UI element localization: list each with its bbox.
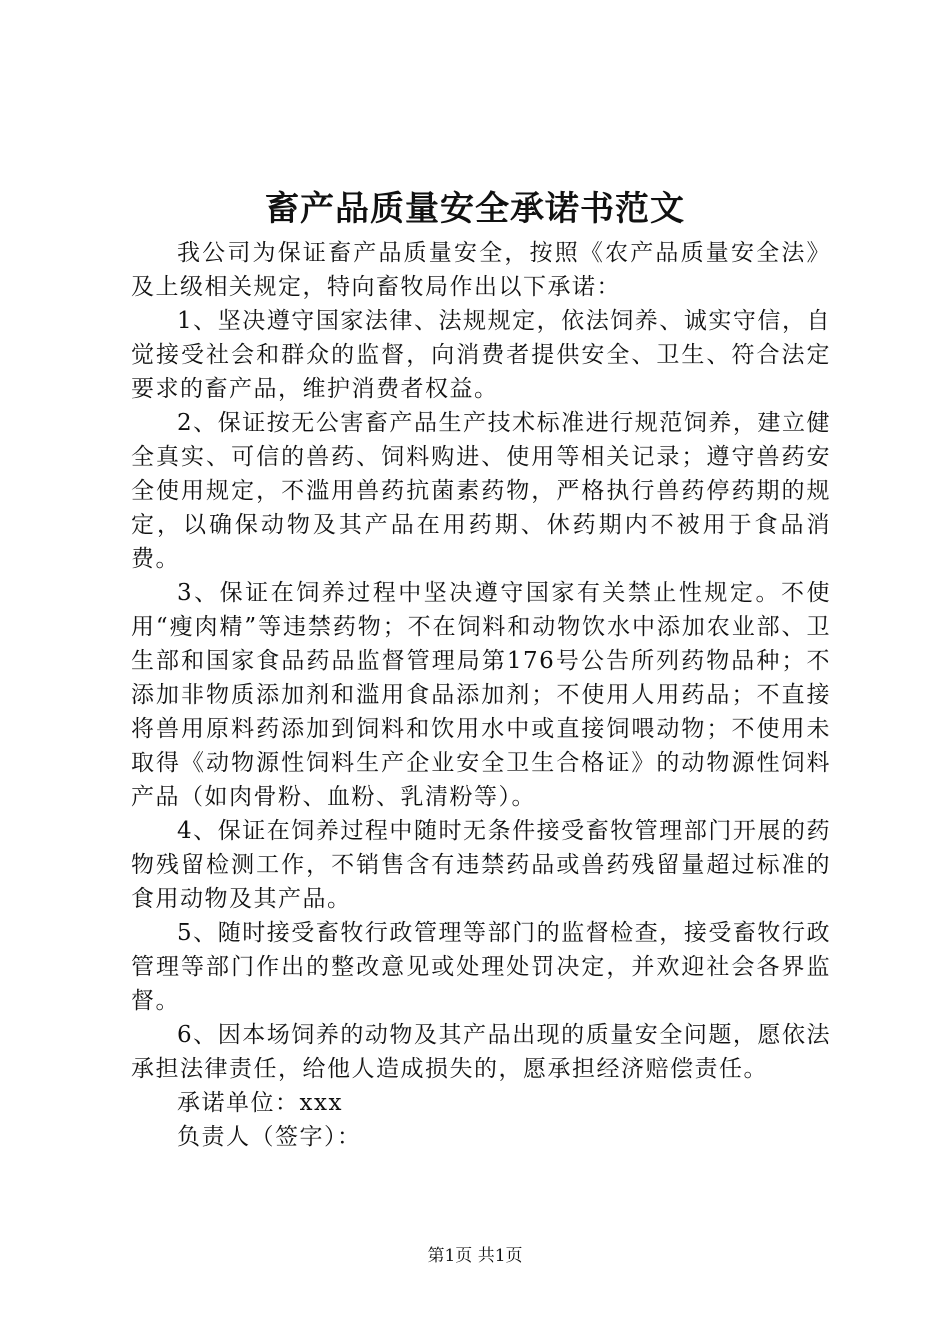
- commitment-paragraph-3: 3、保证在饲养过程中坚决遵守国家有关禁止性规定。不使用“瘦肉精”等违禁药物；不在饲料和动物饮水中添加农业部、卫生部和国家食品药品监督管理局第176号公告所列药物品种；不添加非物质添加剂和滥用食品添加剂；不使用人用药品；不直接将兽用原料药添加到饲料和饮用水中或直接饲喂动物；不使用未取得《动物源性饲料生产企业安全卫生合格证》的动物源性饲料产品（如肉骨粉、血粉、乳清粉等）。: [131, 580, 831, 810]
- commitment-paragraph-4: 4、保证在饲养过程中随时无条件接受畜牧管理部门开展的药物残留检测工作，不销售含有违禁药品或兽药残留量超过标准的食用动物及其产品。: [131, 818, 831, 912]
- document-body: [131, 236, 831, 1154]
- commitment-paragraph-1: 1、坚决遵守国家法律、法规规定，依法饲养、诚实守信，自觉接受社会和群众的监督，向消费者提供安全、卫生、符合法定要求的畜产品，维护消费者权益。: [131, 308, 831, 402]
- commitment-paragraph-2: 2、保证按无公害畜产品生产技术标准进行规范饲养，建立健全真实、可信的兽药、饲料购进、使用等相关记录；遵守兽药安全使用规定，不滥用兽药抗菌素药物，严格执行兽药停药期的规定，以确保动物及其产品在用药期、休药期内不被用于食品消费。: [131, 410, 831, 572]
- page-footer: 第1页 共1页: [427, 1246, 523, 1266]
- commitment-paragraph-6: 6、因本场饲养的动物及其产品出现的质量安全问题，愿依法承担法律责任，给他人造成损失的，愿承担经济赔偿责任。: [131, 1022, 831, 1082]
- intro-paragraph: 我公司为保证畜产品质量安全，按照《农产品质量安全法》及上级相关规定，特向畜牧局作出以下承诺：: [131, 240, 831, 300]
- commitment-paragraph-5: 5、随时接受畜牧行政管理等部门的监督检查，接受畜牧行政管理等部门作出的整改意见或处理处罚决定，并欢迎社会各界监督。: [131, 920, 831, 1014]
- signature-person: 负责人（签字）：: [177, 1124, 362, 1150]
- document-title: 畜产品质量安全承诺书范文: [265, 189, 685, 229]
- signature-unit: 承诺单位：xxx: [177, 1090, 343, 1116]
